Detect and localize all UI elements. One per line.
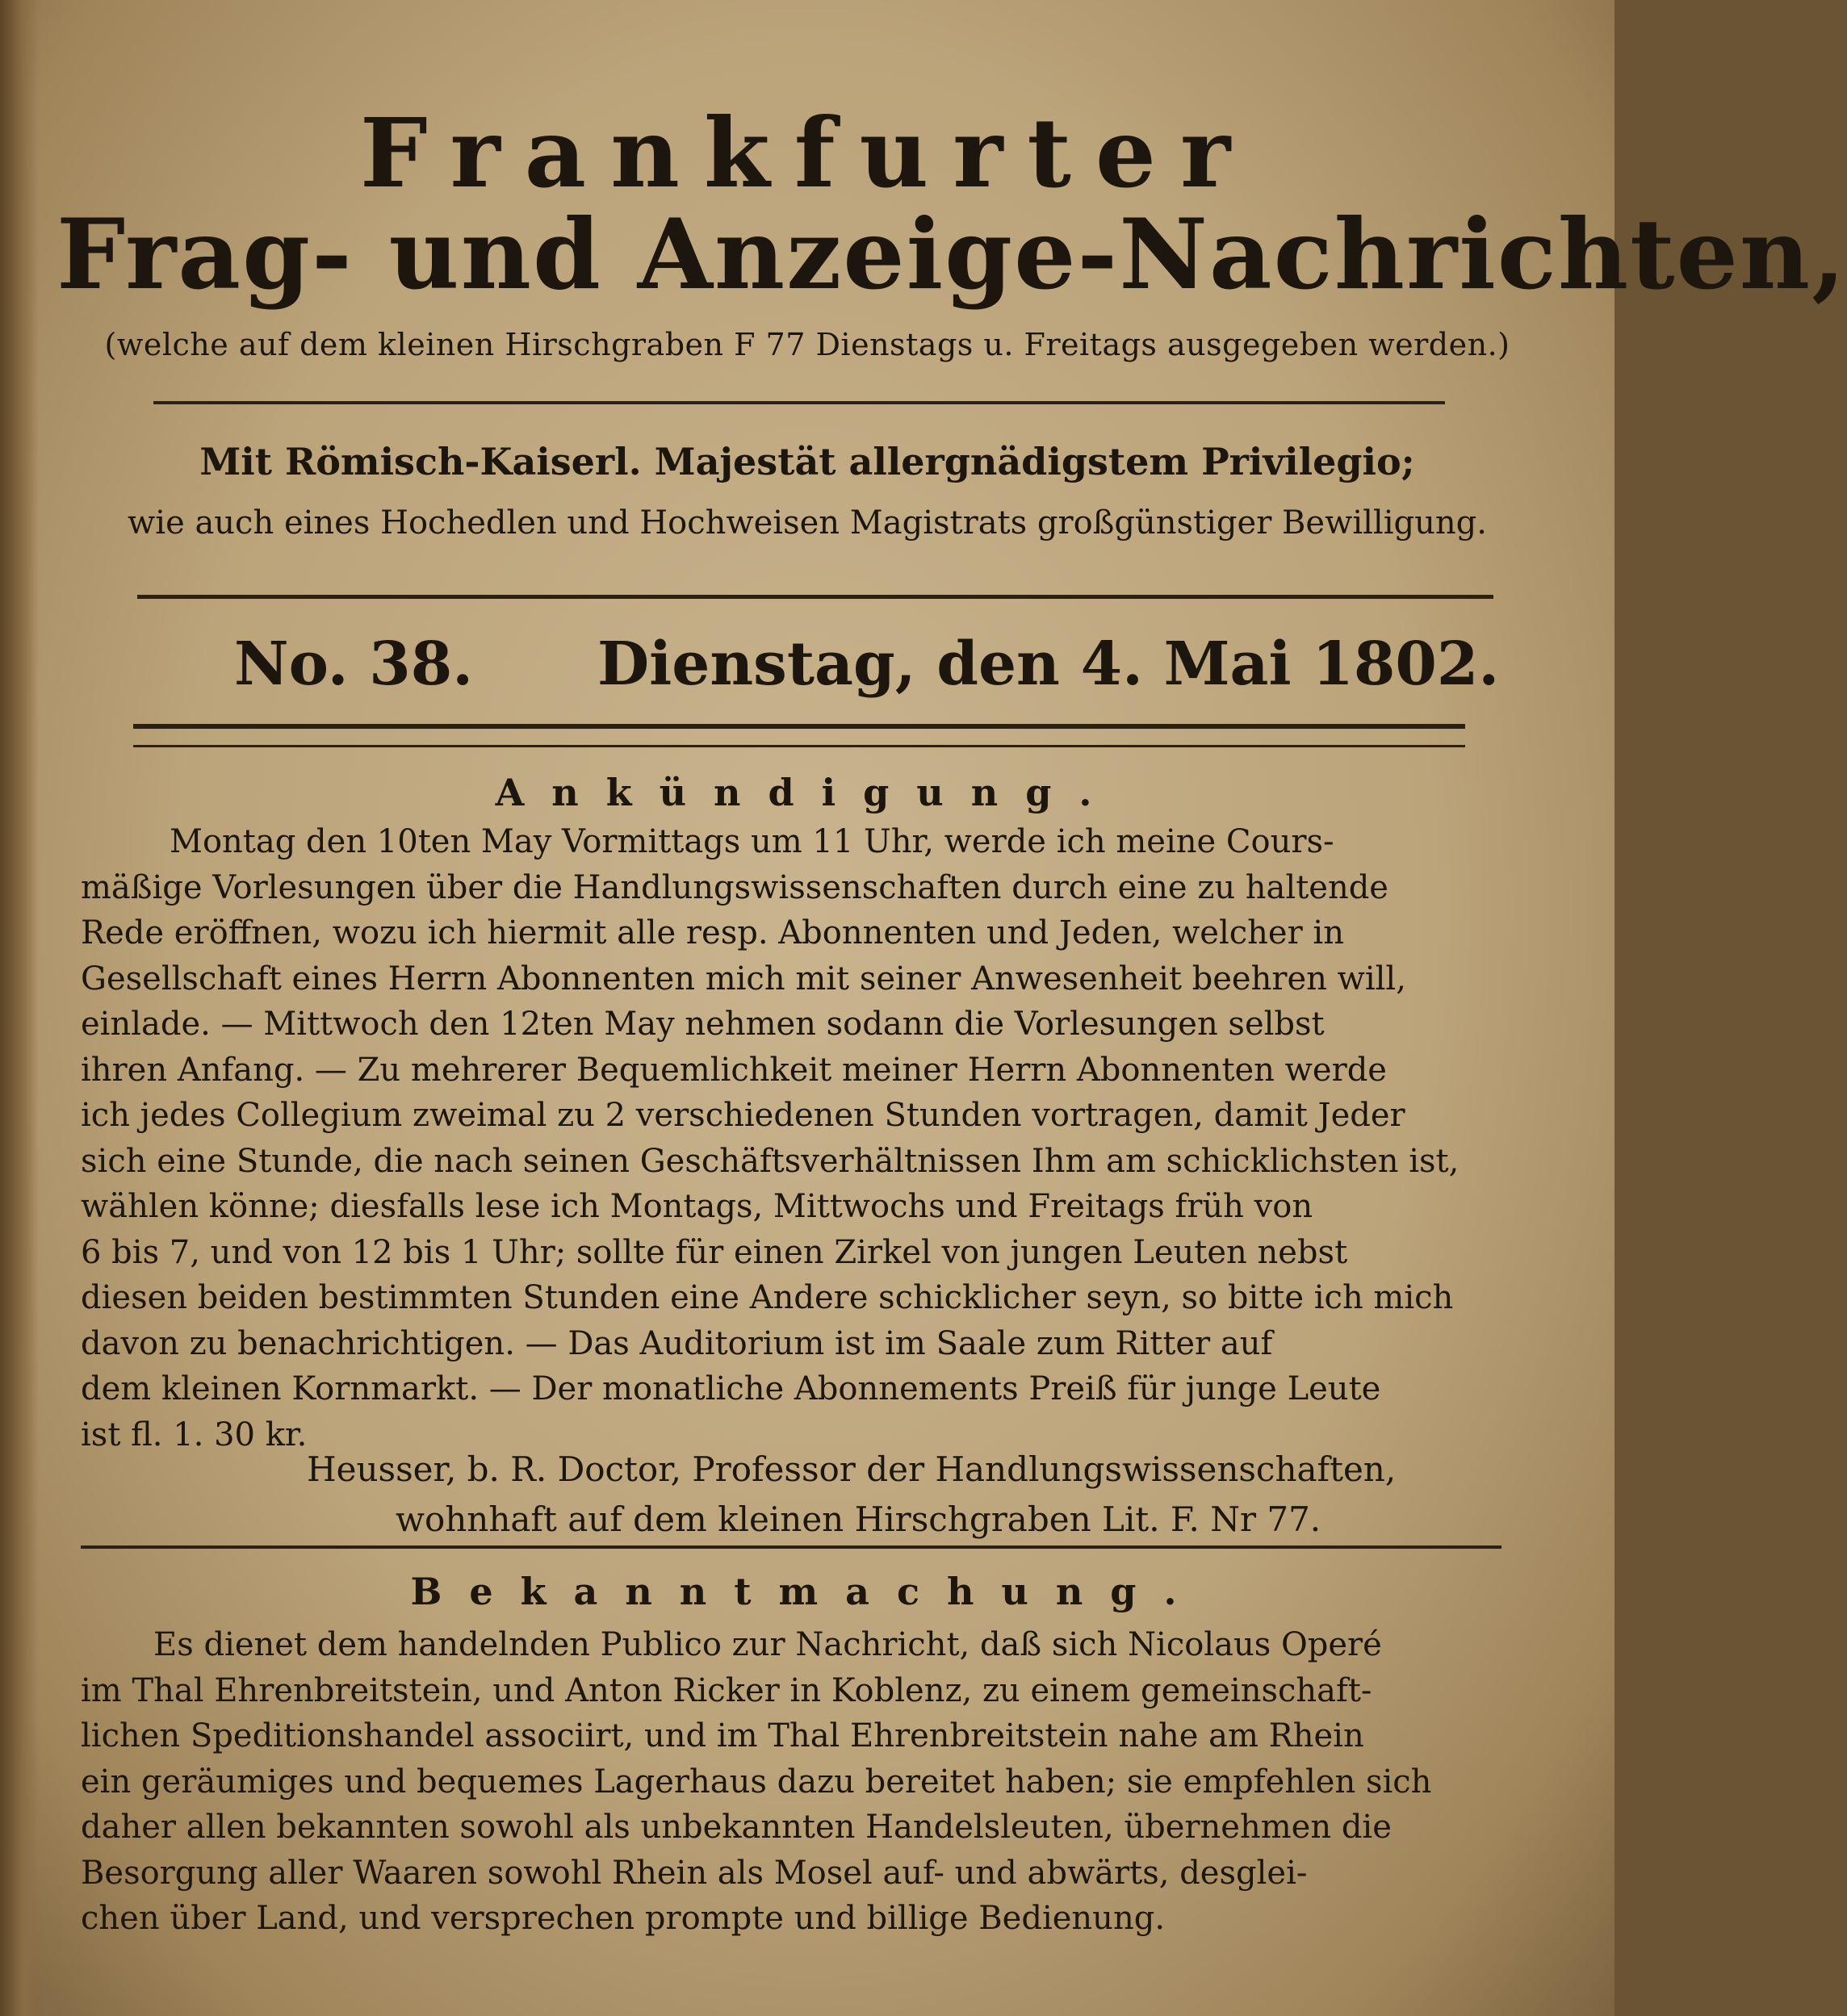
- notice-line: lichen Speditionshandel associirt, und im Thal Ehrenbreitstein nahe am Rhein: [81, 1717, 1364, 1755]
- notice-signature: [307, 1445, 1501, 1545]
- privilege-line-1: Mit Römisch-Kaiserl. Majestät allergnädigstem Privilegio;: [199, 440, 1415, 483]
- issue-number: No. 38.: [234, 629, 473, 699]
- notice-line: davon zu benachrichtigen. — Das Auditorium ist im Saale zum Ritter auf: [81, 1324, 1273, 1362]
- masthead-title-line2: Frag- und Anzeige-Nachrichten,: [57, 198, 1847, 312]
- notice-line: mäßige Vorlesungen über die Handlungswissenschaften durch eine zu haltende: [81, 868, 1388, 906]
- notice-line: diesen beiden bestimmten Stunden eine Andere schicklicher seyn, so bitte ich mich: [81, 1279, 1454, 1316]
- notice-line: wählen könne; diesfalls lese ich Montags, Mittwochs und Freitags früh von: [81, 1188, 1313, 1225]
- signature-line-1: Heusser, b. R. Doctor, Professor der Handlungswissenschaften,: [307, 1449, 1397, 1489]
- notice-line: daher allen bekannten sowohl als unbekannten Handelsleuten, übernehmen die: [81, 1809, 1392, 1846]
- privilege-line-2: wie auch eines Hochedlen und Hochweisen Magistrats großgünstiger Bewilligung.: [128, 504, 1487, 542]
- notice-line: ich jedes Collegium zweimal zu 2 verschiedenen Stunden vortragen, damit Jeder: [81, 1097, 1405, 1134]
- notice-body-ankuendigung: [81, 819, 1501, 1458]
- page-spine-shadow: [0, 0, 39, 2016]
- notice-line: Rede eröffnen, wozu ich hiermit alle resp. Abonnenten und Jeden, welcher in: [81, 914, 1344, 952]
- issue-divider-thick: [133, 724, 1465, 729]
- notice-line: im Thal Ehrenbreitstein, und Anton Ricker in Koblenz, zu einem gemeinschaft-: [81, 1671, 1372, 1709]
- notice-heading-ankuendigung: Ankündigung.: [495, 771, 1120, 814]
- notice-line: ist fl. 1. 30 kr.: [81, 1416, 308, 1453]
- privilege-divider: [137, 595, 1493, 599]
- masthead-divider: [153, 401, 1445, 404]
- notice-line: ein geräumiges und bequemes Lagerhaus dazu bereitet haben; sie empfehlen sich: [81, 1763, 1432, 1801]
- notice-divider: [81, 1545, 1501, 1549]
- issue-date: Dienstag, den 4. Mai 1802.: [597, 629, 1500, 699]
- notice-line: dem kleinen Kornmarkt. — Der monatliche Abonnements Preiß für junge Leute: [81, 1370, 1381, 1407]
- notice-line: Es dienet dem handelnden Publico zur Nachricht, daß sich Nicolaus Operé: [153, 1626, 1382, 1663]
- notice-line: 6 bis 7, und von 12 bis 1 Uhr; sollte für einen Zirkel von jungen Leuten nebst: [81, 1233, 1348, 1271]
- notice-line: Gesellschaft eines Herrn Abonnenten mich mit seiner Anwesenheit beehren will,: [81, 960, 1406, 998]
- masthead-subtitle: (welche auf dem kleinen Hirschgraben F 77 Dienstags u. Freitags ausgegeben werden.): [104, 327, 1510, 362]
- issue-divider-thin: [133, 745, 1465, 747]
- notice-body-bekanntmachung: [81, 1622, 1501, 1942]
- notice-line: einlade. — Mittwoch den 12ten May nehmen sodann die Vorlesungen selbst: [81, 1006, 1325, 1043]
- notice-line: ihren Anfang. — Zu mehrerer Bequemlichkeit meiner Herrn Abonnenten werde: [81, 1051, 1387, 1089]
- notice-line: Besorgung aller Waaren sowohl Rhein als Mosel auf- und abwärts, desglei-: [81, 1854, 1308, 1892]
- notice-line: Montag den 10ten May Vormittags um 11 Uhr, werde ich meine Cours-: [170, 823, 1334, 860]
- signature-line-2: wohnhaft auf dem kleinen Hirschgraben Lit. F. Nr 77.: [396, 1499, 1321, 1539]
- notice-line: sich eine Stunde, die nach seinen Geschäftsverhältnissen Ihm am schicklichsten ist,: [81, 1142, 1460, 1180]
- masthead-title-line1: Frankfurter: [359, 97, 1255, 209]
- notice-heading-bekanntmachung: Bekanntmachung.: [410, 1570, 1204, 1613]
- notice-line: chen über Land, und versprechen prompte und billige Bedienung.: [81, 1900, 1166, 1937]
